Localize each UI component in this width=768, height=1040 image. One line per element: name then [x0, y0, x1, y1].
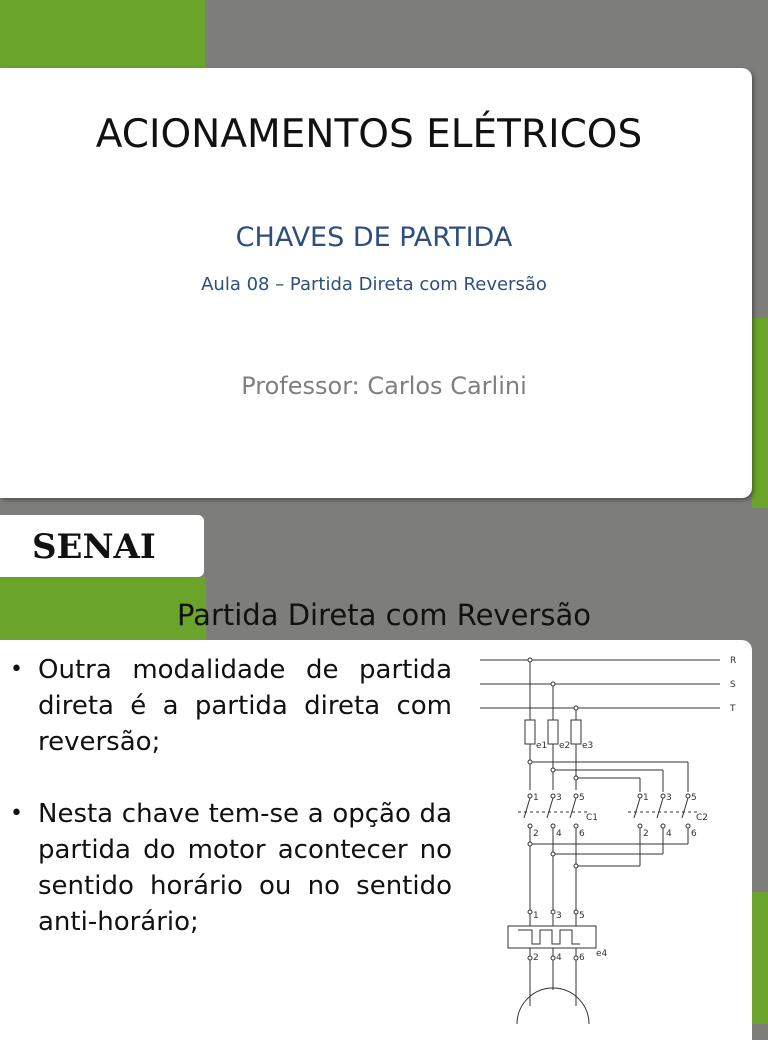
fuse-label: e3: [582, 741, 594, 751]
phase-label-s: S: [730, 680, 736, 690]
bullet-item: [10, 652, 452, 760]
c1-terminal: 2: [533, 829, 539, 839]
relay-terminal: 4: [556, 953, 562, 963]
lesson-label: Aula 08 – Partida Direta com Reversão: [201, 274, 547, 295]
relay-terminal: 3: [556, 911, 562, 921]
c2-terminal: 1: [643, 793, 649, 803]
relay-terminal: 6: [579, 953, 585, 963]
c1-terminal: 5: [579, 793, 585, 803]
c2-terminal: 3: [666, 793, 672, 803]
circuit-diagram: [478, 650, 744, 1024]
bullet-list: [10, 652, 452, 976]
green-accent-right-bottom: [752, 892, 768, 1024]
relay-terminal: 1: [533, 911, 539, 921]
c2-terminal: 4: [666, 829, 672, 839]
c1-label: C1: [586, 813, 599, 823]
professor-label: Professor: Carlos Carlini: [241, 372, 527, 400]
bullet-text: Outra modalidade de partida direta é a partida direta com reversão;: [38, 655, 452, 757]
slide-2-title: Partida Direta com Reversão: [177, 598, 591, 632]
bullet-item: [10, 796, 452, 940]
c2-terminal: 2: [643, 829, 649, 839]
phase-label-t: T: [730, 704, 736, 714]
green-accent-top-left: [0, 0, 205, 70]
green-accent-right: [752, 318, 768, 508]
c1-terminal: 6: [579, 829, 585, 839]
c2-label: C2: [696, 813, 709, 823]
bullet-marker: •: [10, 801, 23, 826]
phase-label-r: R: [730, 656, 737, 666]
c2-terminal: 5: [691, 793, 697, 803]
relay-terminal: 2: [533, 953, 539, 963]
c1-terminal: 3: [556, 793, 562, 803]
c1-terminal: 1: [533, 793, 539, 803]
fuse-label: e1: [536, 741, 548, 751]
bullet-text: Nesta chave tem-se a opção da partida do motor acontecer no sentido horário ou no sentido anti-horário;: [38, 799, 452, 937]
senai-logo: SENAI: [32, 527, 156, 567]
bullet-marker: •: [10, 657, 23, 682]
relay-label: e4: [596, 949, 608, 959]
relay-terminal: 5: [579, 911, 585, 921]
slide-1-subtitle: CHAVES DE PARTIDA: [235, 222, 513, 253]
c2-terminal: 6: [691, 829, 697, 839]
slide-1-title: ACIONAMENTOS ELÉTRICOS: [95, 112, 643, 157]
c1-terminal: 4: [556, 829, 562, 839]
fuse-label: e2: [559, 741, 571, 751]
